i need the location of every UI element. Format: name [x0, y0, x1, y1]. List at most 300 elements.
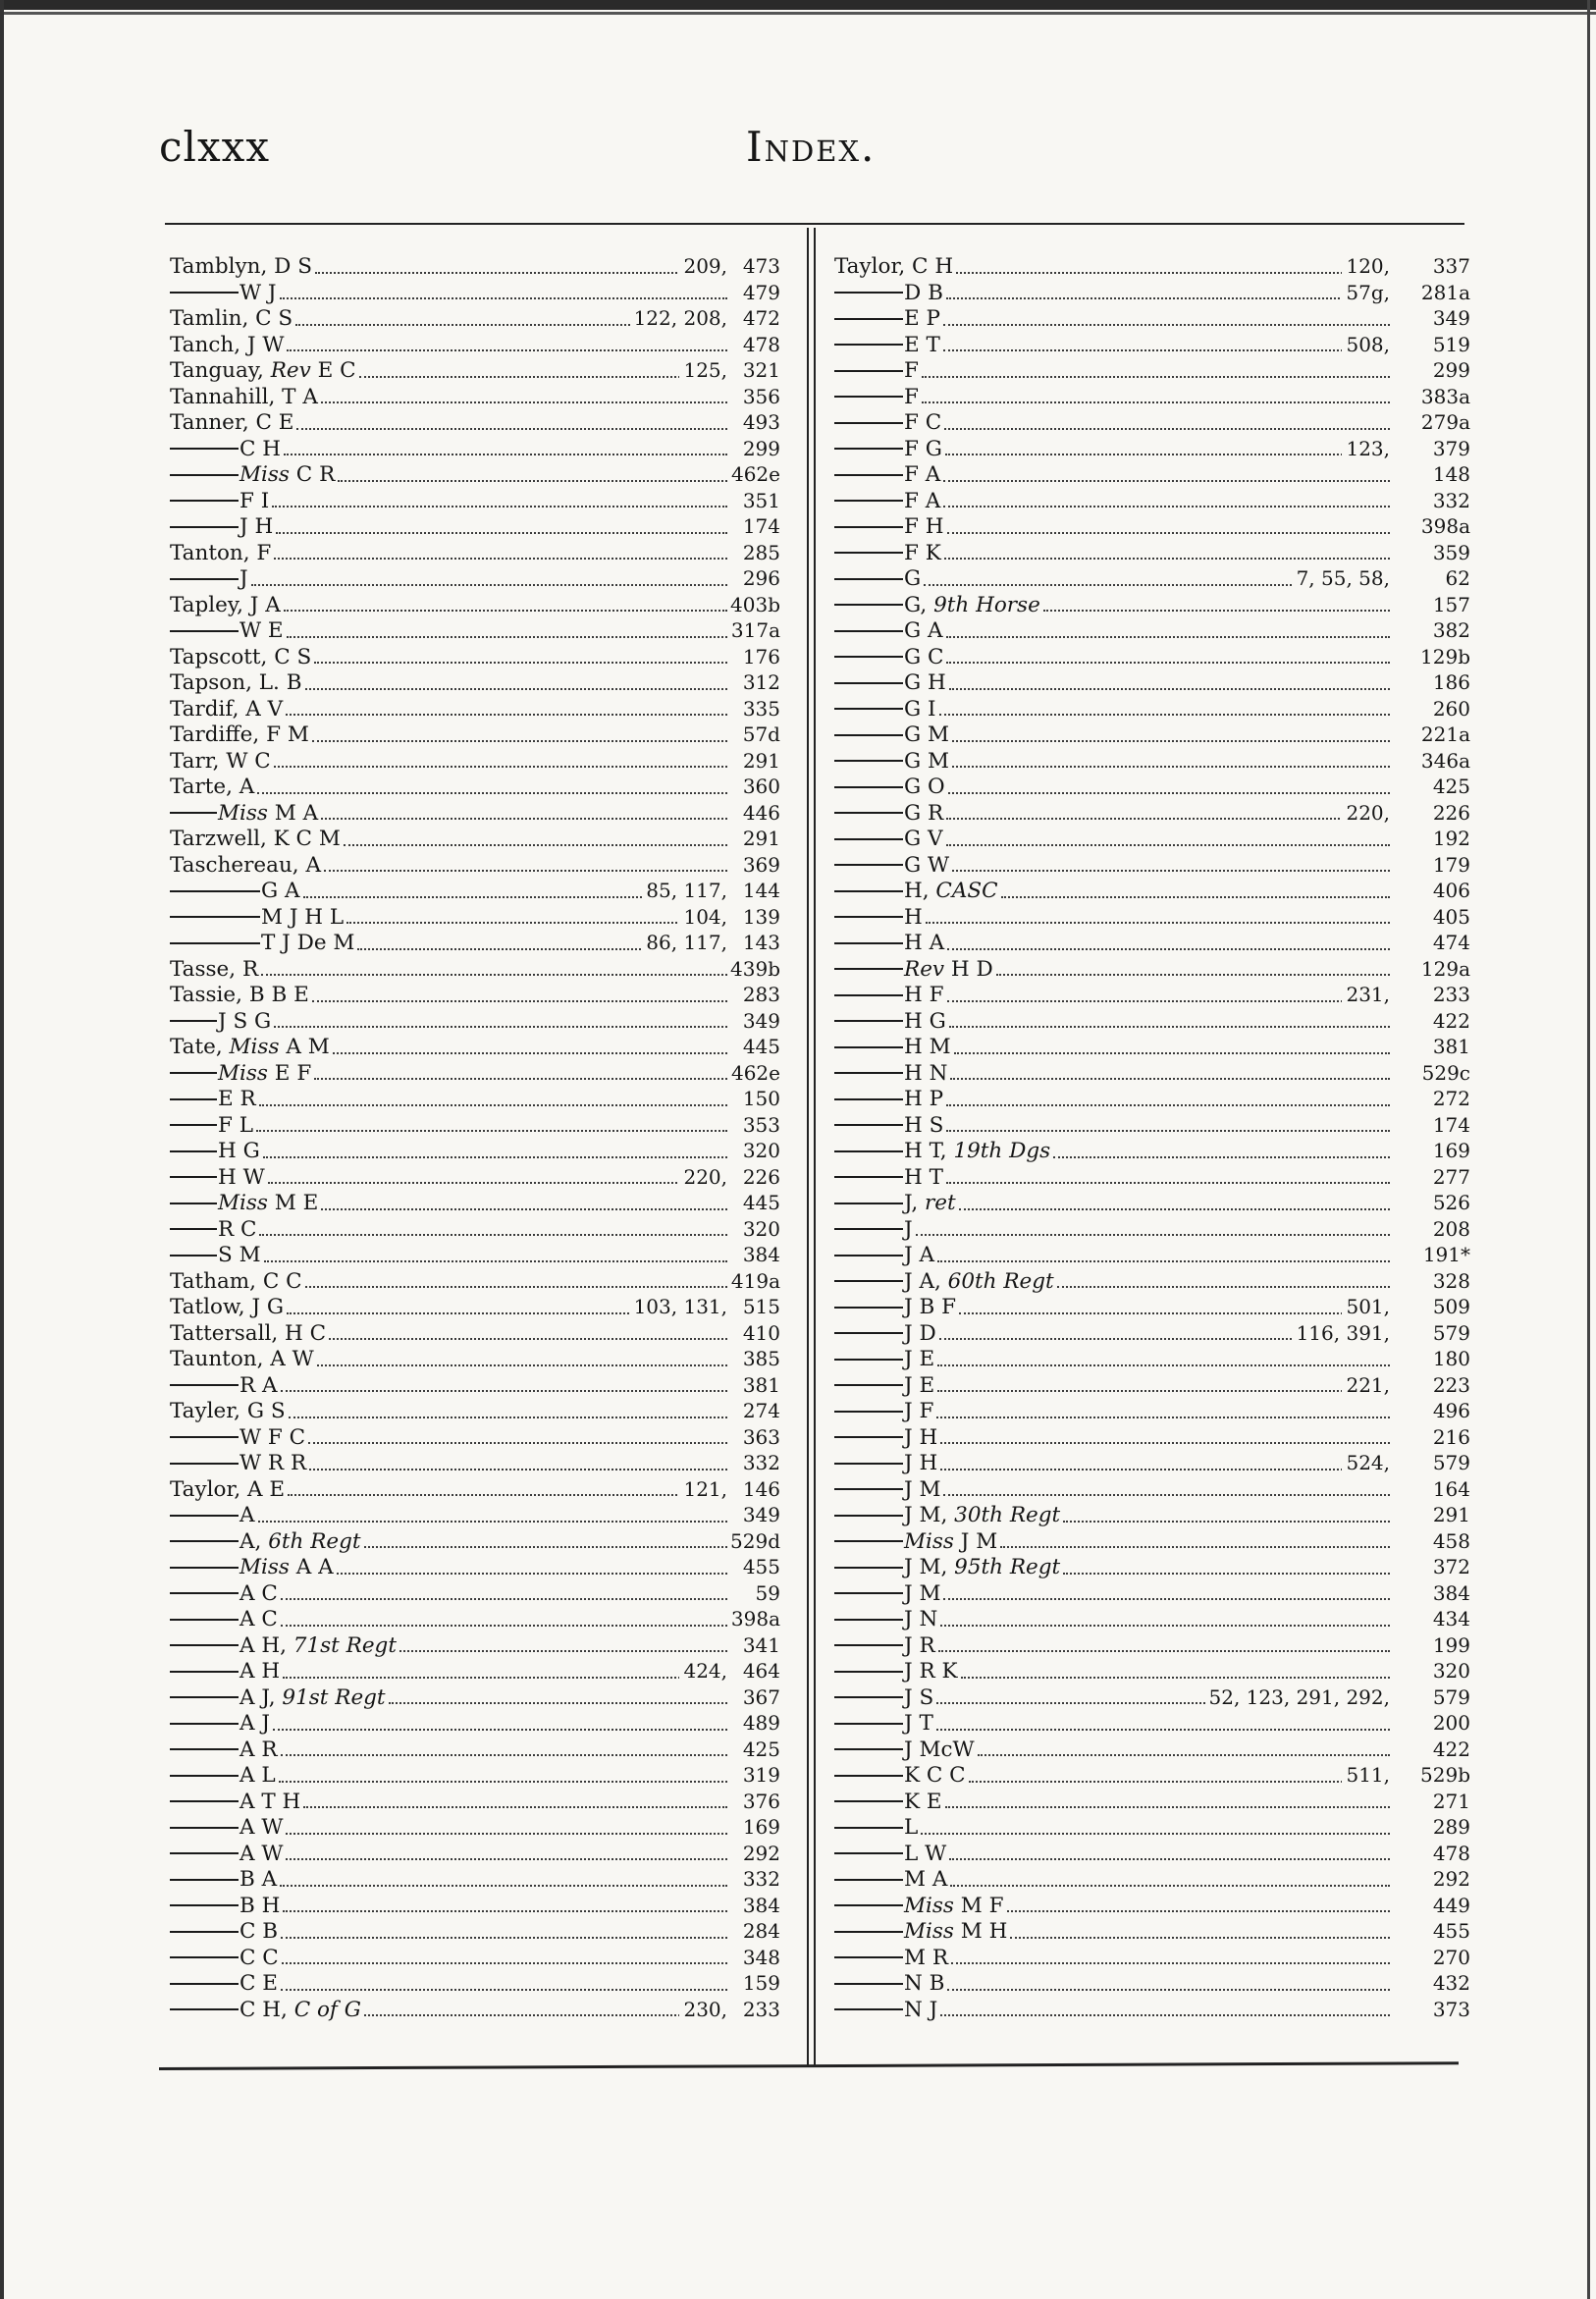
dot-leader — [274, 1026, 727, 1028]
entry-extra-pages: 209, — [679, 253, 727, 280]
entry-page-number: 292 — [742, 1841, 780, 1865]
entry-name: F — [904, 358, 919, 383]
index-entry — [834, 852, 1470, 879]
entry-name: G M — [904, 722, 950, 747]
entry-name: J B F — [904, 1295, 957, 1319]
index-entry — [834, 1346, 1470, 1372]
index-entry — [834, 540, 1470, 566]
dot-leader — [938, 1650, 1390, 1652]
dot-leader — [951, 1962, 1390, 1964]
ditto-dash — [170, 1696, 239, 1698]
dot-leader — [276, 532, 727, 534]
entry-name: A C — [239, 1580, 278, 1606]
ditto-dash — [170, 1852, 239, 1854]
dot-leader — [940, 1625, 1390, 1627]
entry-name: H F — [904, 983, 944, 1007]
entry-page-number: 221a — [1420, 722, 1470, 746]
entry-page-number: 320 — [1432, 1659, 1470, 1683]
dot-leader — [344, 844, 727, 846]
dot-leader — [286, 714, 727, 716]
ditto-dash — [834, 474, 903, 476]
index-column-right — [834, 253, 1470, 2022]
index-entry — [834, 617, 1470, 644]
entry-name: Miss M E — [218, 1191, 319, 1215]
index-entry — [834, 436, 1470, 462]
dot-leader — [950, 1885, 1390, 1887]
index-entry — [834, 1424, 1470, 1451]
entry-page-number: 369 — [742, 852, 780, 877]
entry-name: M A — [904, 1867, 948, 1892]
entry-page-number: 164 — [1432, 1476, 1470, 1501]
index-entry — [170, 253, 790, 280]
dot-leader — [961, 1677, 1390, 1679]
entry-page-number: 464 — [742, 1659, 780, 1683]
entry-page-number: 233 — [1432, 983, 1470, 1006]
index-entry — [834, 1060, 1470, 1087]
entry-name: J M, 95th Regt — [904, 1555, 1061, 1579]
dot-leader — [337, 1573, 727, 1575]
entry-page-number: 458 — [1432, 1528, 1470, 1553]
ditto-dash — [834, 1800, 903, 1802]
entry-page-number: 129b — [1420, 644, 1470, 668]
index-entry — [834, 1606, 1470, 1632]
entry-page-number: 328 — [1432, 1268, 1470, 1293]
dot-leader — [309, 1469, 727, 1470]
entry-extra-pages: 230, — [679, 1997, 727, 2023]
ditto-dash — [834, 318, 903, 320]
dot-leader — [274, 558, 727, 560]
entry-page-number: 157 — [1432, 592, 1470, 616]
dot-leader — [251, 584, 727, 586]
index-entry — [834, 1086, 1470, 1112]
index-entry — [834, 1893, 1470, 1919]
dot-leader — [921, 1833, 1390, 1835]
dot-leader — [280, 1885, 727, 1887]
index-entry — [834, 1684, 1470, 1711]
entry-name: F A — [904, 462, 941, 487]
entry-extra-pages: 123, — [1342, 436, 1390, 462]
dot-leader — [943, 349, 1390, 351]
entry-name: A R — [239, 1737, 278, 1762]
ditto-dash — [834, 1852, 903, 1854]
ditto-dash — [170, 1931, 239, 1933]
index-entry — [834, 1554, 1470, 1580]
entry-page-number: 479 — [742, 280, 780, 304]
entry-name: D B — [904, 280, 943, 305]
entry-page-number: 381 — [742, 1372, 780, 1397]
ditto-dash — [170, 1800, 239, 1802]
ditto-dash — [834, 1332, 903, 1334]
index-entry — [834, 956, 1470, 983]
index-entry — [170, 1502, 790, 1528]
entry-page-number: 320 — [742, 1139, 780, 1162]
index-entry — [834, 748, 1470, 775]
dot-leader — [289, 1417, 727, 1418]
index-entry — [170, 461, 790, 488]
ditto-dash — [834, 604, 903, 606]
entry-page-number: 439b — [730, 956, 780, 981]
ditto-dash — [834, 890, 903, 892]
index-entry — [170, 332, 790, 358]
dot-leader — [281, 1754, 727, 1756]
entry-name: Tamlin, C S — [170, 306, 293, 331]
index-entry — [170, 1216, 790, 1243]
entry-page-number: 445 — [742, 1035, 780, 1058]
entry-page-number: 341 — [742, 1632, 780, 1657]
entry-name: Miss M A — [218, 800, 319, 826]
entry-name: J H — [904, 1451, 938, 1475]
entry-name: N J — [904, 1997, 938, 2022]
page-folio: clxxx — [159, 123, 271, 171]
dot-leader — [937, 1390, 1390, 1392]
dot-leader — [280, 297, 727, 299]
dot-leader — [305, 688, 728, 690]
entry-name: W R R — [239, 1451, 307, 1475]
index-entry — [170, 644, 790, 670]
dot-leader — [314, 1078, 727, 1080]
ditto-dash — [834, 1567, 903, 1569]
index-entry — [170, 357, 790, 384]
ditto-dash — [834, 370, 903, 372]
entry-page-number: 363 — [742, 1424, 780, 1449]
entry-page-number: 292 — [1432, 1867, 1470, 1891]
dot-leader — [949, 688, 1390, 690]
entry-name: A T H — [239, 1789, 301, 1814]
entry-page-number: 281a — [1420, 280, 1470, 304]
index-entry — [170, 1294, 790, 1320]
entry-page-number: 312 — [742, 670, 780, 694]
index-entry — [170, 488, 790, 514]
entry-name: J H — [904, 1424, 938, 1450]
entry-page-number: 174 — [1432, 1112, 1470, 1137]
entry-page-number: 353 — [742, 1112, 780, 1137]
entry-page-number: 356 — [742, 384, 780, 408]
entry-page-number: 144 — [742, 879, 780, 902]
ditto-dash — [170, 1124, 217, 1126]
entry-name: F A — [904, 488, 941, 513]
index-entry — [170, 748, 790, 775]
ditto-dash — [834, 1931, 903, 1933]
index-entry — [834, 592, 1470, 618]
index-entry — [170, 904, 790, 931]
dot-leader — [321, 1208, 727, 1210]
ditto-dash — [170, 1983, 239, 1985]
entry-name: E T — [904, 332, 940, 357]
entry-page-number: 283 — [742, 983, 780, 1006]
index-entry — [834, 1294, 1470, 1320]
dot-leader — [263, 1156, 727, 1158]
entry-page-number: 385 — [742, 1347, 780, 1370]
entry-name: Miss J M — [904, 1528, 998, 1554]
dot-leader — [268, 1182, 727, 1184]
ditto-dash — [170, 448, 239, 450]
dot-leader — [312, 740, 727, 742]
entry-name: G C — [904, 644, 944, 669]
index-entry — [170, 409, 790, 436]
ditto-dash — [170, 1644, 239, 1646]
index-entry — [170, 592, 790, 618]
ditto-dash — [170, 1203, 217, 1204]
entry-page-number: 579 — [1432, 1320, 1470, 1345]
entry-page-number: 321 — [742, 358, 780, 382]
ditto-dash — [834, 1619, 903, 1621]
index-entry — [834, 305, 1470, 332]
column-divider-right — [814, 228, 816, 2065]
entry-page-number: 455 — [742, 1555, 780, 1578]
ditto-dash — [834, 864, 903, 866]
entry-page-number: 384 — [742, 1243, 780, 1266]
index-entry — [834, 826, 1470, 852]
dot-leader — [916, 1234, 1390, 1236]
entry-extra-pages: 121, — [679, 1476, 727, 1503]
dot-leader — [959, 1208, 1390, 1210]
index-entry — [834, 722, 1470, 748]
entry-page-number: 348 — [742, 1945, 780, 1969]
entry-name: Tasse, R — [170, 956, 259, 982]
entry-extra-pages: 7, 55, 58, — [1293, 565, 1390, 592]
entry-page-number: 59 — [755, 1580, 780, 1605]
index-entry — [170, 1814, 790, 1841]
ditto-dash — [834, 396, 903, 398]
dot-leader — [287, 349, 727, 351]
entry-name: J R K — [904, 1659, 958, 1684]
ditto-dash — [834, 1515, 903, 1517]
ditto-dash — [170, 1228, 217, 1230]
entry-page-number: 291 — [742, 748, 780, 773]
ditto-dash — [170, 1956, 239, 1958]
entry-name: G H — [904, 670, 946, 695]
entry-page-number: 332 — [742, 1451, 780, 1474]
entry-page-number: 317a — [730, 618, 780, 642]
entry-extra-pages: 511, — [1342, 1762, 1390, 1789]
entry-name: A — [239, 1503, 255, 1527]
entry-name: W E — [239, 618, 284, 643]
index-entry — [170, 696, 790, 722]
dot-leader — [359, 376, 727, 378]
ditto-dash — [834, 292, 903, 294]
dot-leader — [939, 714, 1390, 716]
entry-name: Tamblyn, D S — [170, 254, 312, 279]
index-entry — [834, 1814, 1470, 1841]
entry-name: N B — [904, 1971, 945, 1996]
dot-leader — [943, 1598, 1390, 1600]
ditto-dash — [834, 734, 903, 736]
entry-page-number: 226 — [1432, 800, 1470, 825]
entry-name: J N — [904, 1607, 938, 1631]
dot-leader — [264, 1260, 727, 1262]
entry-page-number: 360 — [742, 775, 780, 798]
ditto-dash — [834, 838, 903, 840]
entry-page-number: 139 — [742, 904, 780, 929]
entry-page-number: 192 — [1432, 827, 1470, 850]
dot-leader — [946, 1182, 1390, 1184]
index-entry — [170, 1997, 790, 2023]
dot-leader — [1000, 1546, 1390, 1548]
ditto-dash — [834, 344, 903, 346]
dot-leader — [364, 1546, 727, 1548]
entry-extra-pages: 85, 117, — [642, 878, 727, 904]
dot-leader — [946, 1130, 1390, 1132]
entry-name: J — [239, 566, 248, 591]
ditto-dash — [170, 1072, 217, 1074]
entry-name: J S — [904, 1684, 934, 1710]
ditto-dash — [834, 552, 903, 554]
dot-leader — [324, 870, 727, 872]
entry-page-number: 180 — [1432, 1347, 1470, 1370]
ditto-dash — [834, 1307, 903, 1309]
dot-leader — [389, 1702, 727, 1704]
dot-leader — [261, 974, 727, 976]
entry-name: E R — [218, 1087, 256, 1111]
index-entry — [170, 617, 790, 644]
entry-extra-pages: 122, 208, — [630, 305, 727, 332]
ditto-dash — [170, 1515, 239, 1517]
entry-page-number: 579 — [1432, 1451, 1470, 1474]
entry-name: J E — [904, 1347, 935, 1371]
dot-leader — [272, 506, 727, 508]
ditto-dash — [834, 1411, 903, 1413]
entry-name: J — [904, 1216, 913, 1242]
ditto-dash — [170, 526, 239, 528]
dot-leader — [1057, 1286, 1390, 1288]
entry-page-number: 529d — [730, 1528, 780, 1553]
index-entry — [834, 1945, 1470, 1971]
index-entry — [170, 1086, 790, 1112]
dot-leader — [281, 1625, 727, 1627]
dot-leader — [1007, 1910, 1390, 1912]
dot-leader — [305, 1286, 727, 1288]
entry-name: G V — [904, 827, 943, 851]
index-entry — [170, 1450, 790, 1476]
index-entry — [170, 800, 790, 827]
entry-name: S M — [218, 1243, 261, 1267]
index-entry — [834, 1997, 1470, 2023]
index-entry — [834, 1268, 1470, 1295]
index-entry — [170, 384, 790, 410]
entry-page-number: 496 — [1432, 1399, 1470, 1422]
entry-page-number: 515 — [742, 1295, 780, 1318]
index-entry — [834, 774, 1470, 800]
dot-leader — [257, 792, 727, 794]
index-entry — [834, 513, 1470, 540]
index-entry — [834, 644, 1470, 670]
entry-name: Tapscott, C S — [170, 644, 312, 669]
ditto-dash — [834, 1436, 903, 1438]
entry-page-number: 579 — [1432, 1684, 1470, 1709]
entry-page-number: 169 — [1432, 1139, 1470, 1162]
index-entry — [834, 800, 1470, 827]
entry-page-number: 519 — [1432, 332, 1470, 356]
dot-leader — [1053, 1156, 1390, 1158]
dot-leader — [283, 1677, 727, 1679]
entry-name: A W — [239, 1815, 284, 1840]
index-entry — [834, 982, 1470, 1008]
index-entry — [834, 1242, 1470, 1268]
index-entry — [170, 1841, 790, 1867]
entry-page-number: 159 — [742, 1971, 780, 1995]
dot-leader — [286, 1858, 727, 1860]
ditto-dash — [834, 968, 903, 970]
dot-leader — [945, 454, 1390, 455]
entry-page-number: 359 — [1432, 540, 1470, 564]
index-entry — [170, 852, 790, 879]
dot-leader — [279, 1781, 727, 1783]
entry-name: Miss A A — [239, 1555, 334, 1579]
index-column-left — [170, 253, 790, 2022]
index-entry — [170, 1945, 790, 1971]
dot-leader — [281, 1390, 727, 1392]
entry-page-number: 493 — [742, 410, 780, 434]
entry-name: Miss M F — [904, 1893, 1004, 1918]
index-entry — [834, 384, 1470, 410]
entry-page-number: 419a — [730, 1268, 780, 1293]
ditto-dash — [170, 916, 260, 918]
index-entry — [834, 1008, 1470, 1035]
entry-extra-pages: 220, — [679, 1164, 727, 1191]
dot-leader — [954, 1052, 1390, 1054]
dot-leader — [321, 818, 727, 820]
dot-leader — [946, 297, 1390, 299]
index-entry — [170, 1034, 790, 1060]
entry-name: J R — [904, 1632, 935, 1658]
index-entry — [170, 1918, 790, 1945]
ditto-dash — [170, 1775, 239, 1777]
entry-extra-pages: 104, — [679, 904, 727, 931]
ditto-dash — [834, 1879, 903, 1881]
ditto-dash — [170, 1463, 239, 1465]
entry-name: H T, 19th Dgs — [904, 1139, 1051, 1163]
index-entry — [170, 1190, 790, 1216]
dot-leader — [940, 1469, 1390, 1470]
ditto-dash — [834, 1956, 903, 1958]
ditto-dash — [834, 1072, 903, 1074]
entry-name: Tanguay, Rev E C — [170, 358, 356, 383]
dot-leader — [947, 948, 1390, 950]
index-entry — [170, 436, 790, 462]
entry-page-number: 279a — [1420, 410, 1470, 434]
entry-name: G A — [904, 618, 943, 643]
entry-name: J D — [904, 1320, 936, 1346]
entry-name: C E — [239, 1971, 278, 1996]
entry-page-number: 462e — [730, 1060, 780, 1085]
entry-name: Tatham, C C — [170, 1268, 302, 1294]
entry-page-number: 405 — [1432, 904, 1470, 929]
index-entry — [170, 1606, 790, 1632]
ditto-dash — [834, 656, 903, 658]
index-entry — [834, 878, 1470, 904]
dot-leader — [949, 1858, 1390, 1860]
entry-page-number: 529b — [1420, 1763, 1470, 1787]
entry-page-number: 319 — [742, 1763, 780, 1787]
entry-page-number: 129a — [1420, 956, 1470, 981]
dot-leader — [338, 480, 727, 482]
entry-name: J M — [904, 1580, 941, 1606]
entry-page-number: 186 — [1432, 670, 1470, 694]
entry-extra-pages: 125, — [679, 357, 727, 384]
entry-name: G M — [904, 748, 950, 774]
entry-name: A J — [239, 1711, 270, 1736]
entry-name: G W — [904, 852, 950, 878]
entry-name: K E — [904, 1789, 942, 1814]
index-entry — [834, 357, 1470, 384]
dot-leader — [1043, 610, 1390, 612]
dot-leader — [996, 974, 1390, 976]
entry-extra-pages: 508, — [1342, 332, 1390, 358]
ditto-dash — [170, 474, 239, 476]
entry-name: F L — [218, 1112, 254, 1138]
dot-leader — [944, 558, 1390, 560]
ditto-dash — [834, 1255, 903, 1256]
